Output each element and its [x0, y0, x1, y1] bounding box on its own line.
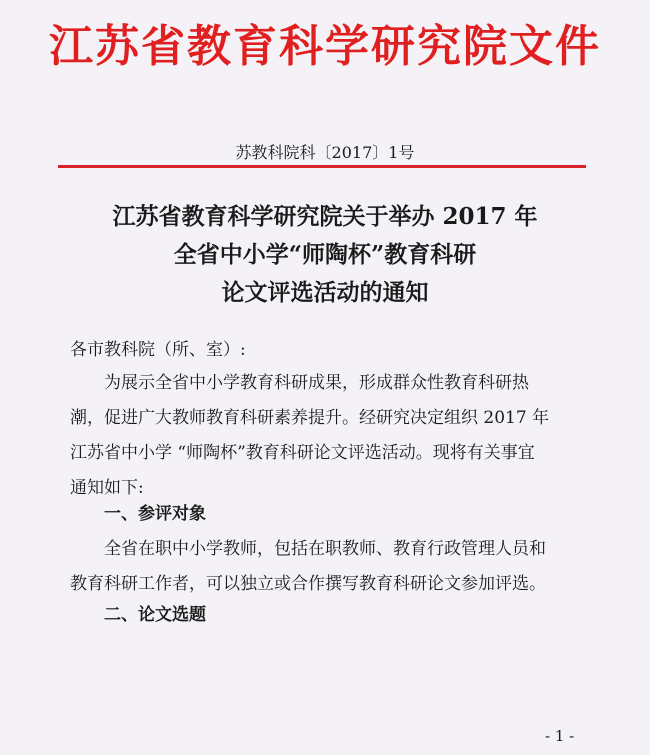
notice-title-line: 江苏省教育科学研究院关于举办 2017 年: [112, 203, 538, 230]
intro-paragraph: [70, 366, 590, 506]
notice-title-line: 全省中小学“师陶杯”教育科研: [173, 241, 477, 268]
document-header-title: 江苏省教育科学研究院文件: [49, 21, 601, 72]
paragraph-line: 通知如下:: [70, 478, 144, 498]
section-heading-participants: 一、参评对象: [104, 504, 206, 524]
paragraph-line: 潮，促进广大教师教育科研素养提升。经研究决定组织 2017 年: [70, 408, 550, 428]
document-number: 苏教科院科〔2017〕1号: [235, 143, 415, 162]
paragraph-line: 江苏省中小学 “师陶杯”教育科研论文评选活动。现将有关事宜: [70, 443, 535, 463]
red-divider-rule: [58, 165, 586, 168]
paragraph-line: 为展示全省中小学教育科研成果，形成群众性教育科研热: [104, 373, 529, 393]
notice-title: [0, 198, 650, 312]
salutation: 各市教科院（所、室）:: [70, 340, 246, 360]
paragraph-line: 全省在职中小学教师，包括在职教师、教育行政管理人员和: [104, 539, 546, 559]
section-heading-topics: 二、论文选题: [104, 605, 206, 625]
notice-title-line: 论文评选活动的通知: [221, 279, 429, 306]
paragraph-line: 教育科研工作者，可以独立或合作撰写教育科研论文参加评选。: [70, 574, 546, 594]
participants-paragraph: [70, 532, 590, 602]
page-number: - 1 -: [545, 727, 575, 745]
